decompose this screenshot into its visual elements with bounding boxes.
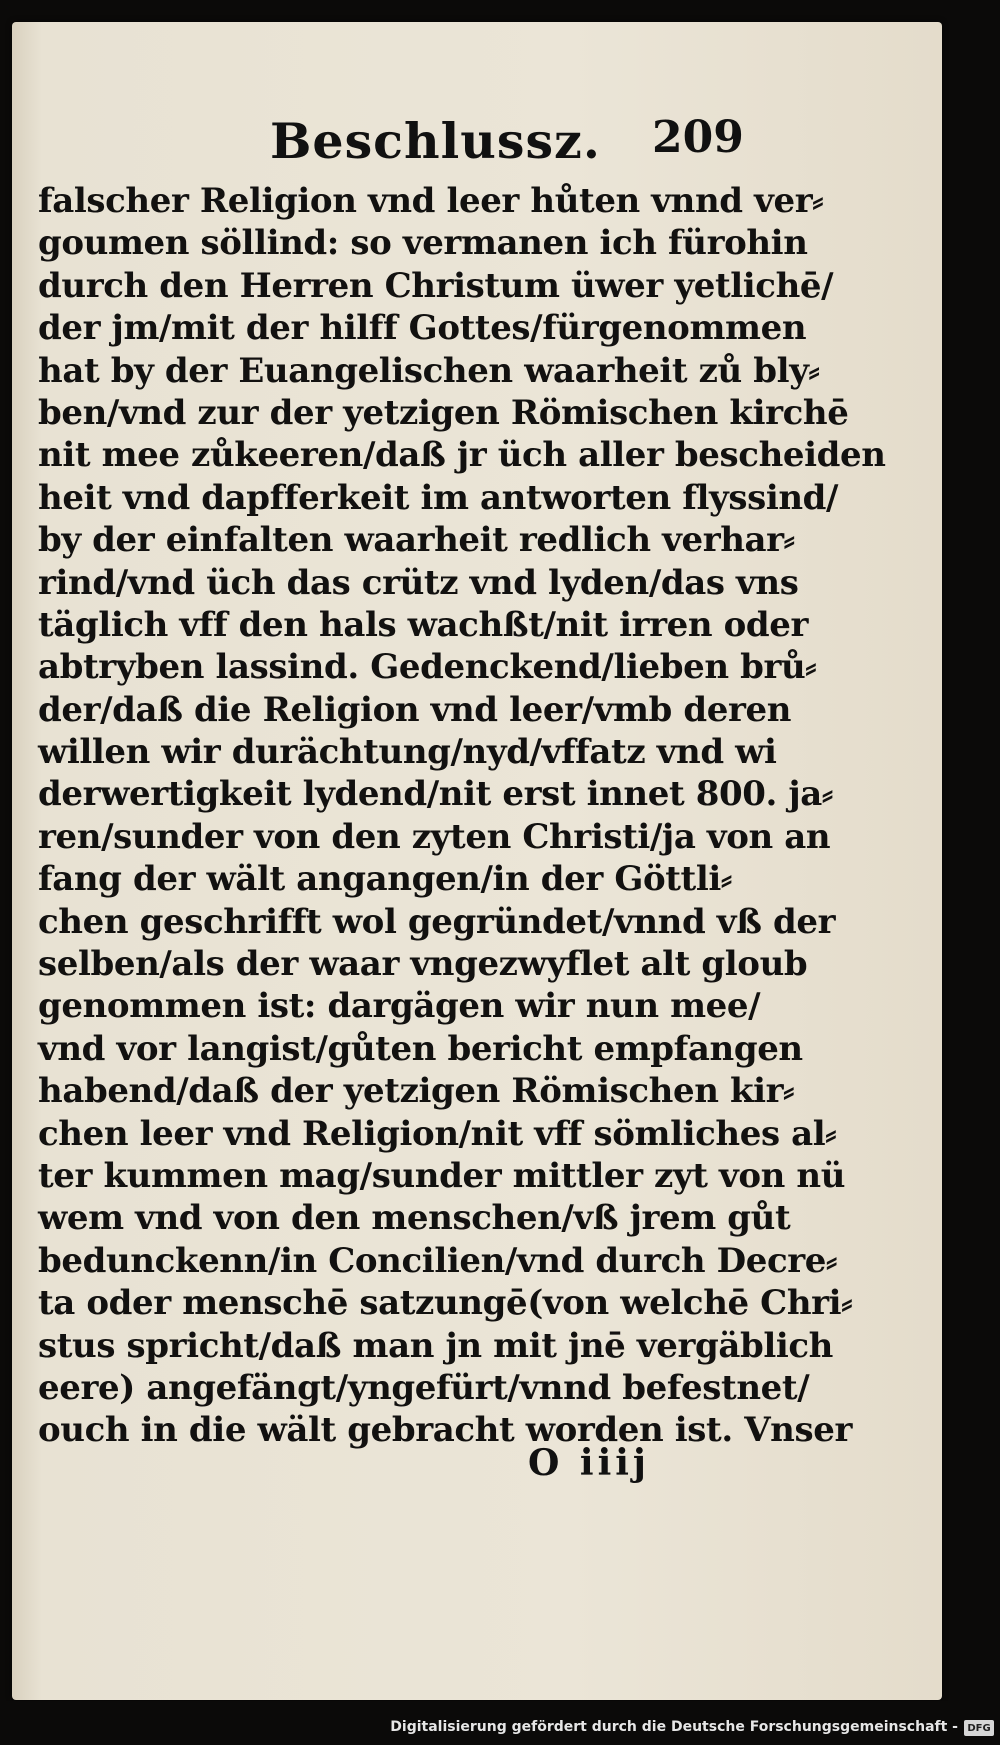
text-line: selben/als der waar vngezwyflet alt gloub bbox=[38, 944, 808, 985]
text-line: stus spricht/daß man jn mit jnē vergäblich bbox=[38, 1325, 833, 1366]
text-line: eere) angefängt/yngefürt/vnnd befestnet/ bbox=[38, 1367, 810, 1408]
page-number: 209 bbox=[652, 112, 744, 163]
text-line: habend/daß der yetzigen Römischen kir⸗ bbox=[38, 1071, 795, 1112]
text-line: rind/vnd üch das crütz vnd lyden/das vns bbox=[38, 562, 799, 603]
credit-text: Digitalisierung gefördert durch die Deutsche Forschungsgemeinschaft - bbox=[390, 1719, 958, 1735]
text-line: chen leer vnd Religion/nit vff sömliches al⸗ bbox=[38, 1113, 837, 1154]
dfg-logo: DFG bbox=[964, 1720, 994, 1736]
text-line: by der einfalten waarheit redlich verhar⸗ bbox=[38, 520, 795, 561]
text-line: wem vnd von den menschen/vß jrem gůt bbox=[38, 1198, 791, 1239]
body-text bbox=[38, 180, 886, 1452]
text-line: derwertigkeit lydend/nit erst innet 800. ja⸗ bbox=[38, 774, 833, 815]
text-line: chen geschrifft wol gegründet/vnnd vß der bbox=[38, 901, 836, 942]
page-header bbox=[12, 112, 942, 172]
page-footer bbox=[12, 1442, 942, 1492]
text-line: täglich vff den hals wachßt/nit irren oder bbox=[38, 604, 809, 645]
text-line: willen wir durächtung/nyd/vffatz vnd wi bbox=[38, 732, 777, 773]
text-line: goumen söllind: so vermanen ich fürohin bbox=[38, 223, 808, 264]
text-line: ta oder menschē satzungē(von welchē Chri⸗ bbox=[38, 1283, 853, 1324]
text-line: ben/vnd zur der yetzigen Römischen kirchē bbox=[38, 392, 849, 433]
text-line: genommen ist: dargägen wir nun mee/ bbox=[38, 986, 761, 1027]
text-line: vnd vor langist/gůten bericht empfangen bbox=[38, 1028, 803, 1069]
running-head: Beschlussz. bbox=[270, 112, 601, 170]
text-line: abtryben lassind. Gedenckend/lieben brů⸗ bbox=[38, 647, 817, 688]
text-line: nit mee zůkeeren/daß jr üch aller bescheiden bbox=[38, 435, 886, 476]
text-line: durch den Herren Christum üwer yetlichē/ bbox=[38, 265, 834, 306]
text-line: falscher Religion vnd leer hůten vnnd ver⸗ bbox=[38, 181, 824, 221]
credit-bar bbox=[0, 1701, 1000, 1745]
text-line: fang der wält angangen/in der Göttli⸗ bbox=[38, 859, 732, 900]
text-line: ouch in die wält gebracht worden ist. Vnser bbox=[38, 1410, 852, 1451]
text-line: der/daß die Religion vnd leer/vmb deren bbox=[38, 689, 792, 730]
text-line: der jm/mit der hilff Gottes/fürgenommen bbox=[38, 308, 807, 349]
text-line: ter kummen mag/sunder mittler zyt von nü bbox=[38, 1155, 846, 1196]
text-line: bedunckenn/in Concilien/vnd durch Decre⸗ bbox=[38, 1240, 837, 1281]
signature-mark: O iiij bbox=[528, 1442, 650, 1484]
text-line: heit vnd dapfferkeit im antworten flyssind/ bbox=[38, 477, 839, 518]
book-page bbox=[12, 22, 942, 1700]
text-line: hat by der Euangelischen waarheit zů bly⸗ bbox=[38, 350, 820, 391]
text-line: ren/sunder von den zyten Christi/ja von an bbox=[38, 816, 831, 857]
